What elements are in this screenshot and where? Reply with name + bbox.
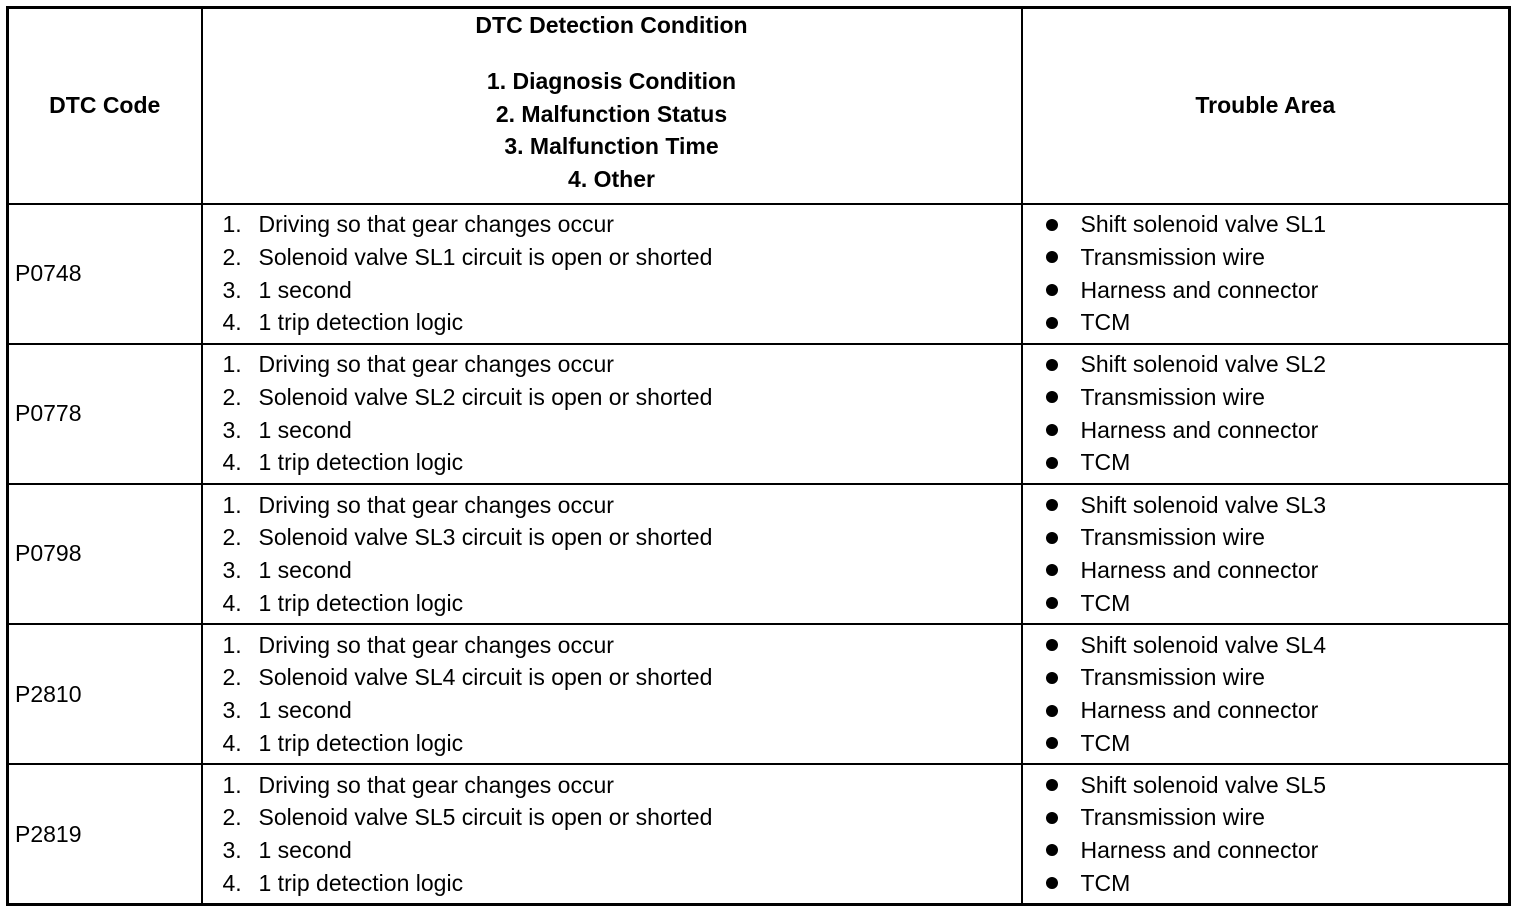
condition-line: [223, 727, 1021, 760]
dtc-table: [6, 6, 1511, 906]
condition-number: 1.: [222, 771, 242, 798]
condition-number: 2.: [222, 804, 242, 831]
condition-number: 3.: [222, 837, 242, 864]
trouble-area-text: Harness and connector: [1080, 276, 1319, 303]
trouble-area-item: [1045, 554, 1509, 587]
condition-text: Solenoid valve SL4 circuit is open or shorted: [258, 664, 713, 691]
condition-text: 1 trip detection logic: [258, 729, 464, 756]
condition-line: [223, 274, 1021, 307]
condition-number: 1.: [222, 211, 242, 238]
trouble-area-cell: [1022, 344, 1510, 484]
trouble-area-text: Shift solenoid valve SL4: [1080, 631, 1326, 658]
condition-number: 4.: [222, 729, 242, 756]
trouble-area-text: Transmission wire: [1080, 243, 1265, 270]
trouble-area-text: TCM: [1080, 869, 1131, 896]
condition-number: 3.: [222, 697, 242, 724]
trouble-area-text: Harness and connector: [1080, 837, 1319, 864]
condition-number: 4.: [222, 309, 242, 336]
detection-condition-cell: [202, 344, 1022, 484]
trouble-area-item: [1045, 727, 1509, 760]
condition-line: [223, 241, 1021, 274]
condition-text: 1 second: [258, 697, 352, 724]
bullet-icon: [1046, 219, 1058, 231]
condition-text: 1 second: [258, 276, 352, 303]
condition-line: [223, 208, 1021, 241]
condition-line: [223, 381, 1021, 414]
condition-number: 3.: [222, 276, 242, 303]
header-condition-list: [203, 65, 1021, 195]
condition-line: [223, 661, 1021, 694]
condition-number: 4.: [222, 449, 242, 476]
condition-number: 2.: [222, 524, 242, 551]
trouble-area-item: [1045, 274, 1509, 307]
trouble-area-item: [1045, 694, 1509, 727]
condition-line: [223, 769, 1021, 802]
trouble-area-cell: [1022, 624, 1510, 764]
trouble-area-cell: [1022, 764, 1510, 904]
trouble-area-item: [1045, 381, 1509, 414]
bullet-icon: [1046, 317, 1058, 329]
trouble-area-text: Transmission wire: [1080, 664, 1265, 691]
trouble-area-cell: [1022, 204, 1510, 344]
trouble-area-text: Shift solenoid valve SL5: [1080, 771, 1326, 798]
condition-text: 1 trip detection logic: [258, 869, 464, 896]
detection-condition-cell: [202, 484, 1022, 624]
bullet-icon: [1046, 737, 1058, 749]
dtc-code-cell: P2819: [8, 764, 202, 904]
dtc-code-cell: P0748: [8, 204, 202, 344]
header-condition-title: DTC Detection Condition: [475, 12, 748, 39]
trouble-area-item: [1045, 801, 1509, 834]
condition-text: Solenoid valve SL3 circuit is open or shorted: [258, 524, 713, 551]
trouble-area-cell: [1022, 484, 1510, 624]
detection-condition-cell: [202, 764, 1022, 904]
trouble-area-item: [1045, 867, 1509, 900]
condition-line: [223, 521, 1021, 554]
header-condition-item: 4. Other: [568, 165, 655, 192]
condition-text: Driving so that gear changes occur: [258, 491, 614, 518]
trouble-area-text: TCM: [1080, 729, 1131, 756]
condition-line: [223, 694, 1021, 727]
condition-number: 4.: [222, 589, 242, 616]
trouble-area-item: [1045, 348, 1509, 381]
trouble-area-item: [1045, 521, 1509, 554]
dtc-code-cell: P2810: [8, 624, 202, 764]
trouble-area-item: [1045, 241, 1509, 274]
table-row: [8, 624, 1510, 764]
condition-line: [223, 414, 1021, 447]
header-dtc-code: DTC Code: [8, 8, 202, 204]
condition-text: Solenoid valve SL1 circuit is open or shorted: [258, 243, 713, 270]
bullet-icon: [1046, 672, 1058, 684]
trouble-area-text: Harness and connector: [1080, 416, 1319, 443]
condition-number: 3.: [222, 556, 242, 583]
condition-line: [223, 587, 1021, 620]
trouble-area-item: [1045, 414, 1509, 447]
condition-text: 1 trip detection logic: [258, 449, 464, 476]
bullet-icon: [1046, 391, 1058, 403]
trouble-area-text: Shift solenoid valve SL1: [1080, 211, 1326, 238]
trouble-area-text: TCM: [1080, 589, 1131, 616]
bullet-icon: [1046, 424, 1058, 436]
condition-line: [223, 348, 1021, 381]
condition-line: [223, 801, 1021, 834]
header-detection-condition: [202, 8, 1022, 204]
trouble-area-item: [1045, 661, 1509, 694]
trouble-area-text: TCM: [1080, 309, 1131, 336]
trouble-area-item: [1045, 834, 1509, 867]
header-trouble-area: Trouble Area: [1022, 8, 1510, 204]
condition-text: 1 trip detection logic: [258, 589, 464, 616]
condition-text: Driving so that gear changes occur: [258, 771, 614, 798]
bullet-icon: [1046, 639, 1058, 651]
trouble-area-text: Transmission wire: [1080, 384, 1265, 411]
trouble-area-text: Shift solenoid valve SL2: [1080, 351, 1326, 378]
condition-number: 2.: [222, 664, 242, 691]
trouble-area-text: Harness and connector: [1080, 697, 1319, 724]
trouble-area-item: [1045, 446, 1509, 479]
trouble-area-text: Transmission wire: [1080, 524, 1265, 551]
condition-text: 1 trip detection logic: [258, 309, 464, 336]
condition-line: [223, 306, 1021, 339]
bullet-icon: [1046, 812, 1058, 824]
dtc-code-cell: P0798: [8, 484, 202, 624]
trouble-area-item: [1045, 489, 1509, 522]
header-condition-item: 1. Diagnosis Condition: [486, 68, 737, 95]
condition-number: 1.: [222, 631, 242, 658]
trouble-area-item: [1045, 629, 1509, 662]
condition-number: 2.: [222, 243, 242, 270]
condition-text: 1 second: [258, 556, 352, 583]
table-row: [8, 484, 1510, 624]
table-row: [8, 764, 1510, 904]
condition-number: 3.: [222, 416, 242, 443]
trouble-area-item: [1045, 769, 1509, 802]
bullet-icon: [1046, 779, 1058, 791]
trouble-area-item: [1045, 306, 1509, 339]
dtc-code-cell: P0778: [8, 344, 202, 484]
table-row: [8, 204, 1510, 344]
bullet-icon: [1046, 284, 1058, 296]
condition-line: [223, 446, 1021, 479]
bullet-icon: [1046, 597, 1058, 609]
detection-condition-cell: [202, 204, 1022, 344]
bullet-icon: [1046, 877, 1058, 889]
condition-text: 1 second: [258, 837, 352, 864]
trouble-area-item: [1045, 208, 1509, 241]
condition-text: Driving so that gear changes occur: [258, 211, 614, 238]
condition-number: 4.: [222, 869, 242, 896]
bullet-icon: [1046, 705, 1058, 717]
condition-line: [223, 834, 1021, 867]
trouble-area-item: [1045, 587, 1509, 620]
condition-number: 1.: [222, 351, 242, 378]
bullet-icon: [1046, 499, 1058, 511]
trouble-area-text: Shift solenoid valve SL3: [1080, 491, 1326, 518]
condition-text: Driving so that gear changes occur: [258, 631, 614, 658]
condition-line: [223, 867, 1021, 900]
condition-line: [223, 489, 1021, 522]
detection-condition-cell: [202, 624, 1022, 764]
bullet-icon: [1046, 457, 1058, 469]
bullet-icon: [1046, 564, 1058, 576]
table-row: [8, 344, 1510, 484]
trouble-area-text: Harness and connector: [1080, 556, 1319, 583]
trouble-area-text: TCM: [1080, 449, 1131, 476]
condition-number: 2.: [222, 384, 242, 411]
condition-text: Driving so that gear changes occur: [258, 351, 614, 378]
table-header-row: [8, 8, 1510, 204]
trouble-area-text: Transmission wire: [1080, 804, 1265, 831]
bullet-icon: [1046, 251, 1058, 263]
condition-text: 1 second: [258, 416, 352, 443]
condition-text: Solenoid valve SL2 circuit is open or shorted: [258, 384, 713, 411]
header-condition-item: 2. Malfunction Status: [495, 100, 728, 127]
bullet-icon: [1046, 532, 1058, 544]
condition-line: [223, 554, 1021, 587]
bullet-icon: [1046, 844, 1058, 856]
condition-line: [223, 629, 1021, 662]
condition-number: 1.: [222, 491, 242, 518]
bullet-icon: [1046, 359, 1058, 371]
header-condition-item: 3. Malfunction Time: [504, 133, 719, 160]
condition-text: Solenoid valve SL5 circuit is open or shorted: [258, 804, 713, 831]
